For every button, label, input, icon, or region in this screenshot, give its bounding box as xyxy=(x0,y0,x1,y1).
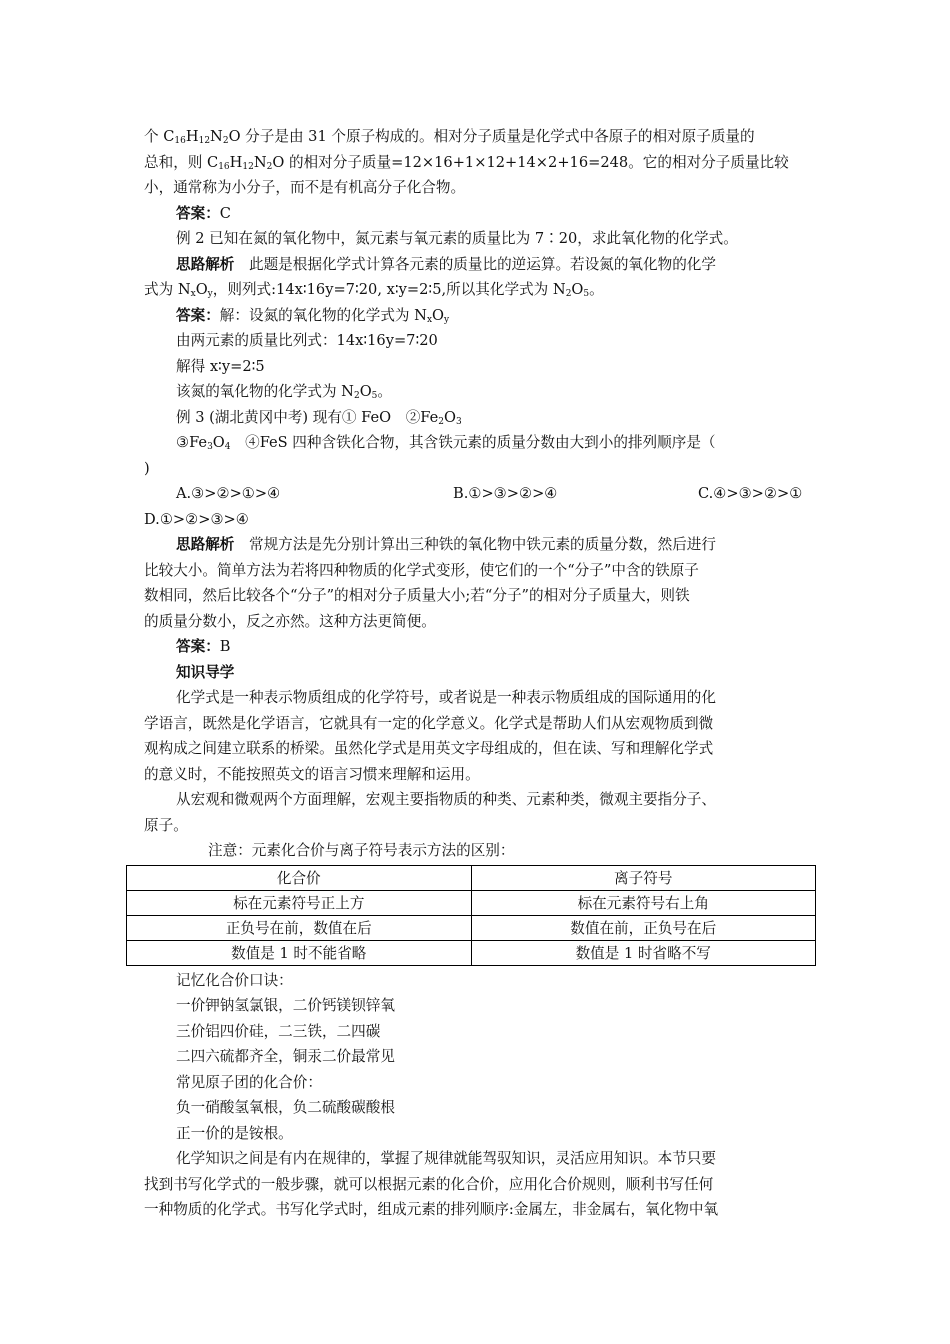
mnemonic-line: 三价铝四价硅，二三铁，二四碳 xyxy=(176,1022,381,1040)
answer-1: 答案：C xyxy=(176,204,231,222)
table-header-row xyxy=(127,865,816,890)
note-line: 注意：元素化合价与离子符号表示方法的区别： xyxy=(208,842,515,859)
answer-2-line: 该氮的氧化物的化学式为 $N_2O_5$。 xyxy=(176,383,392,401)
option-b: B.①>③>②>④ xyxy=(453,485,558,502)
closing-line: 找到书写化学式的一般步骤，就可以根据元素的化合价，应用化合价规则，顺利书写任何 xyxy=(144,1175,714,1193)
guide-p1-line: 化学式是一种表示物质组成的化学符号，或者说是一种表示物质组成的国际通用的化 xyxy=(176,689,716,706)
guide-p2-line: 原子。 xyxy=(144,816,188,834)
mnemonic-line: 负一硝酸氢氧根，负二硫酸碳酸根 xyxy=(176,1099,395,1116)
option-d: D.①>②>③>④ xyxy=(144,510,249,528)
mnemonic-line: 正一价的是铵根。 xyxy=(176,1124,293,1142)
guide-p1-line: 观构成之间建立联系的桥梁。虽然化学式是用英文字母组成的，但在读、写和理解化学式 xyxy=(144,740,714,757)
example-3-options xyxy=(144,481,812,507)
mnemonic-line: 一价钾钠氢氯银，二价钙镁钡锌氧 xyxy=(176,997,395,1014)
text-line: 个 $C_{16}H_{12}N_2O$ 分子是由 31 个原子构成的。相对分子质量是化学式中各原子的相对原子质量的 xyxy=(144,128,755,146)
text-line: 小，通常称为小分子，而不是有机高分子化合物。 xyxy=(144,179,466,196)
mnemonic-line: 常见原子团的化合价： xyxy=(176,1073,322,1091)
table-cell: 标在元素符号右上角 xyxy=(471,890,816,915)
guide-p1-line: 的意义时，不能按照英文的语言习惯来理解和运用。 xyxy=(144,765,480,783)
example-3-line: 例 3 (湖北黄冈中考) 现有① FeO $②Fe_2O_3$ xyxy=(176,408,462,427)
closing-line: 化学知识之间是有内在规律的，掌握了规律就能驾驭知识，灵活应用知识。本节只要 xyxy=(176,1150,716,1167)
guide-p1-line: 学语言，既然是化学语言，它就具有一定的化学意义。化学式是帮助人们从宏观物质到微 xyxy=(144,714,714,732)
mnemonic-line: 记忆化合价口诀： xyxy=(176,971,293,989)
table-row xyxy=(127,890,816,915)
table-cell: 标在元素符号正上方 xyxy=(127,890,472,915)
analysis-2-line: 式为 $N_xO_y$，则列式:14x∶16y=7∶20, x∶y=2∶5,所以其化学式为 $N_2O_5$。 xyxy=(144,281,604,299)
example-3-line: $③Fe_3O_4$ ④FeS 四种含铁化合物，其含铁元素的质量分数由大到小的排列顺序是（ xyxy=(176,434,716,452)
answer-2-line: 解得 x∶y=2∶5 xyxy=(176,357,265,375)
table-row xyxy=(127,915,816,940)
option-a: A.③>②>①>④ xyxy=(176,485,281,502)
table-cell: 数值是 1 时不能省略 xyxy=(127,940,472,965)
text-line: 总和，则 $C_{16}H_{12}N_2O$ 的相对分子质量=12×16+1×12+14×2+16=248。它的相对分子质量比较 xyxy=(144,153,789,172)
mnemonic-line: 二四六硫都齐全，铜汞二价最常见 xyxy=(176,1048,395,1065)
table-header-cell: 离子符号 xyxy=(471,865,816,890)
analysis-3-line: 数相同，然后比较各个“分子”的相对分子质量大小;若“分子”的相对分子质量大，则铁 xyxy=(144,587,690,604)
document-page xyxy=(144,124,812,1223)
table-row xyxy=(127,940,816,965)
example-2: 例 2 已知在氮的氧化物中，氮元素与氧元素的质量比为 7∶20，求此氧化物的化学式。 xyxy=(176,230,738,247)
guide-p2-line: 从宏观和微观两个方面理解，宏观主要指物质的种类、元素种类，微观主要指分子、 xyxy=(176,791,716,808)
section-title: 知识导学 xyxy=(176,663,235,681)
table-cell: 数值是 1 时省略不写 xyxy=(471,940,816,965)
analysis-2-line: 思路解析 此题是根据化学式计算各元素的质量比的逆运算。若设氮的氧化物的化学 xyxy=(176,255,716,273)
comparison-table xyxy=(126,865,816,966)
table-cell: 数值在前，正负号在后 xyxy=(471,915,816,940)
closing-line: 一种物质的化学式。书写化学式时，组成元素的排列顺序:金属左，非金属右，氧化物中氧 xyxy=(144,1201,719,1218)
answer-3: 答案：B xyxy=(176,638,231,655)
answer-2-line: 由两元素的质量比列式：14x∶16y=7∶20 xyxy=(176,332,438,349)
analysis-3-line: 的质量分数小，反之亦然。这种方法更简便。 xyxy=(144,612,436,630)
option-c: C.④>③>②>① xyxy=(698,485,803,502)
table-cell: 正负号在前，数值在后 xyxy=(127,915,472,940)
analysis-3-line: 思路解析 常规方法是先分别计算出三种铁的氧化物中铁元素的质量分数，然后进行 xyxy=(176,536,716,553)
answer-2-line: 答案：解：设氮的氧化物的化学式为 $N_xO_y$ xyxy=(176,306,450,325)
example-3-line: ) xyxy=(144,459,150,477)
analysis-3-line: 比较大小。简单方法为若将四种物质的化学式变形，使它们的一个“分子”中含的铁原子 xyxy=(144,561,699,579)
table-header-cell: 化合价 xyxy=(127,865,472,890)
